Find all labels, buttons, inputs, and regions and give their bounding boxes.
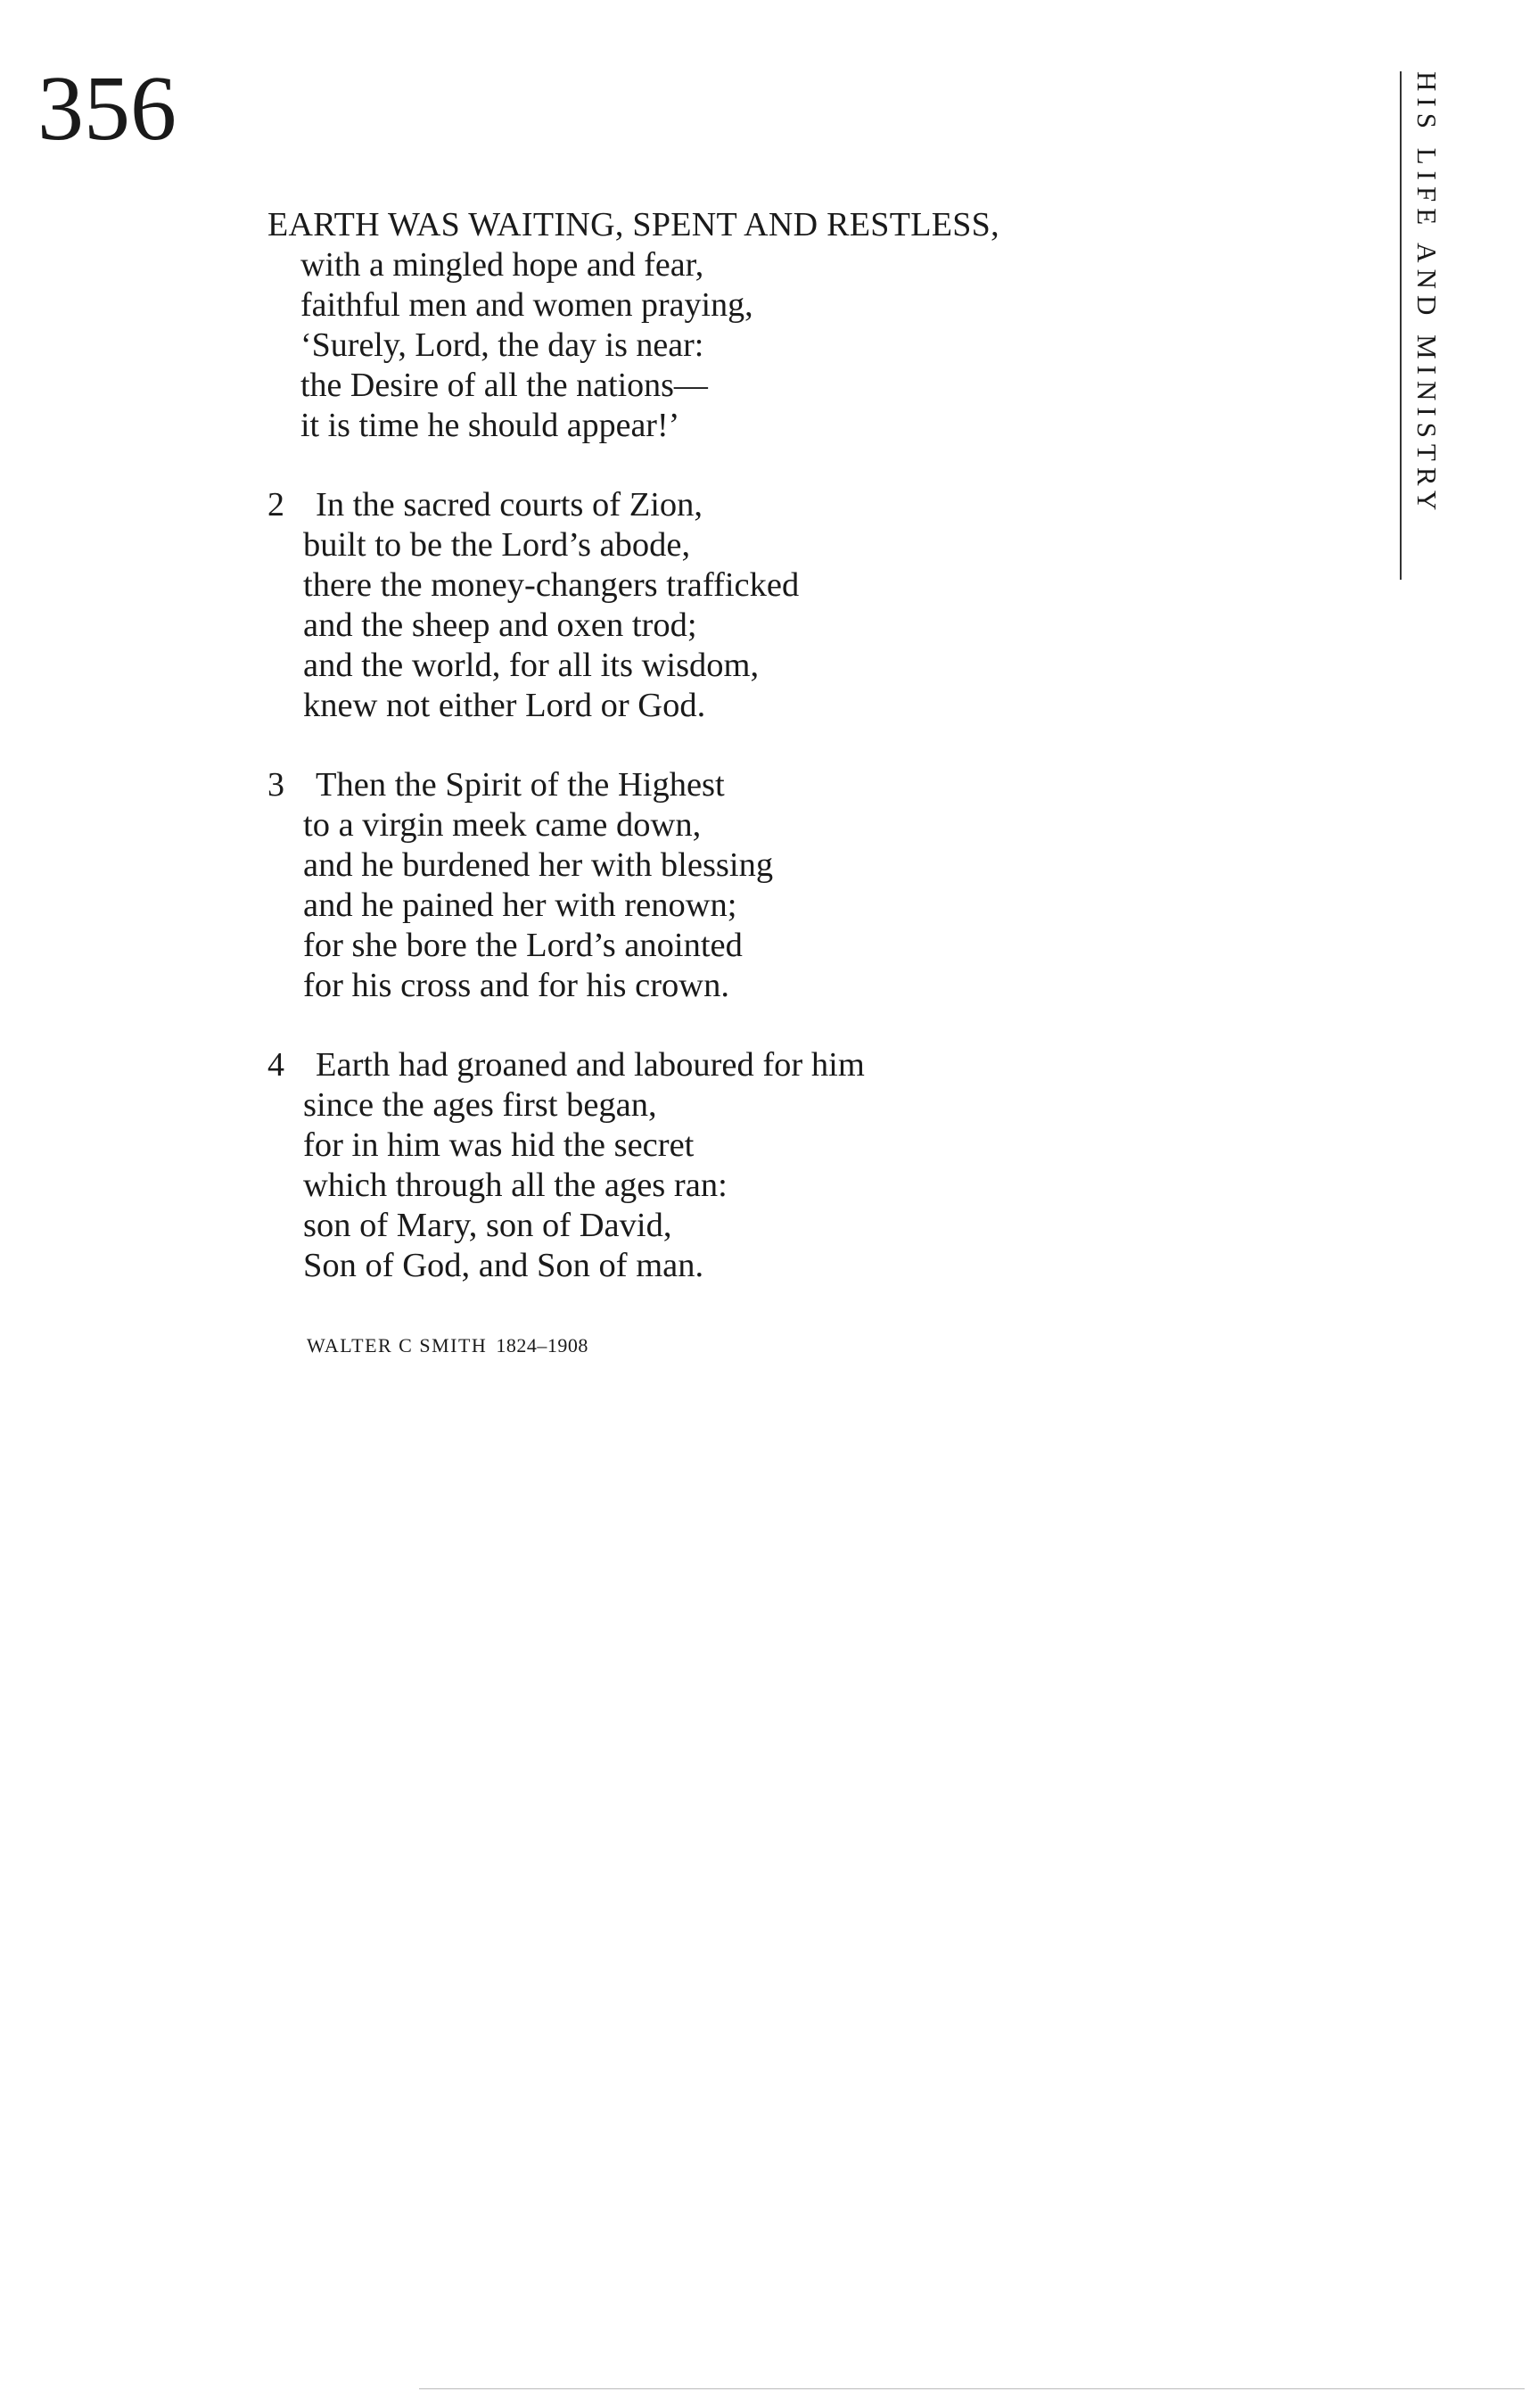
verse-1 bbox=[267, 205, 1337, 446]
verse-number: 2 bbox=[267, 486, 284, 524]
bottom-rule bbox=[419, 2388, 1525, 2389]
verse-line: it is time he should appear!’ bbox=[300, 407, 680, 444]
verse-2 bbox=[267, 485, 1337, 726]
verse-4 bbox=[267, 1045, 1337, 1286]
verse-line: EARTH WAS WAITING, SPENT AND RESTLESS, bbox=[267, 206, 999, 243]
verse-line: and he pained her with renown; bbox=[303, 887, 737, 924]
verse-line: Then the Spirit of the Highest bbox=[316, 766, 725, 804]
verse-line: to a virgin meek came down, bbox=[303, 806, 702, 844]
verse-first-line bbox=[267, 1045, 1337, 1085]
verse-line: faithful men and women praying, bbox=[300, 286, 753, 324]
verse-3 bbox=[267, 765, 1337, 1006]
verse-number: 4 bbox=[267, 1046, 284, 1084]
verse-line: son of Mary, son of David, bbox=[303, 1207, 672, 1244]
verse-line: and the sheep and oxen trod; bbox=[303, 606, 697, 644]
attribution bbox=[307, 1334, 588, 1357]
verse-line: and the world, for all its wisdom, bbox=[303, 647, 760, 684]
author-dates: 1824–1908 bbox=[496, 1334, 588, 1357]
verse-line: the Desire of all the nations— bbox=[300, 367, 708, 404]
verse-line: which through all the ages ran: bbox=[303, 1167, 728, 1204]
author-name: WALTER C SMITH bbox=[307, 1334, 488, 1357]
verse-line: since the ages first began, bbox=[303, 1086, 657, 1124]
verse-line: knew not either Lord or God. bbox=[303, 687, 706, 724]
verse-line: Earth had groaned and laboured for him bbox=[316, 1046, 865, 1084]
verse-line: In the sacred courts of Zion, bbox=[316, 486, 703, 524]
verse-number: 3 bbox=[267, 766, 284, 804]
verse-first-line bbox=[267, 765, 1337, 805]
verse-line: and he burdened her with blessing bbox=[303, 846, 774, 884]
verse-line: Son of God, and Son of man. bbox=[303, 1247, 704, 1284]
hymn-number: 356 bbox=[37, 57, 177, 160]
verse-line: with a mingled hope and fear, bbox=[300, 246, 704, 284]
section-header-text: HIS LIFE AND MINISTRY bbox=[1411, 71, 1443, 517]
verse-line: there the money-changers trafficked bbox=[303, 566, 800, 604]
section-header bbox=[1400, 71, 1446, 580]
verse-first-line bbox=[267, 485, 1337, 525]
verse-line: ‘Surely, Lord, the day is near: bbox=[300, 326, 704, 364]
hymn-text bbox=[267, 205, 1337, 1325]
verse-line: for she bore the Lord’s anointed bbox=[303, 927, 743, 964]
verse-line: for his cross and for his crown. bbox=[303, 967, 729, 1004]
verse-line: for in him was hid the secret bbox=[303, 1126, 695, 1164]
verse-line: built to be the Lord’s abode, bbox=[303, 526, 691, 564]
